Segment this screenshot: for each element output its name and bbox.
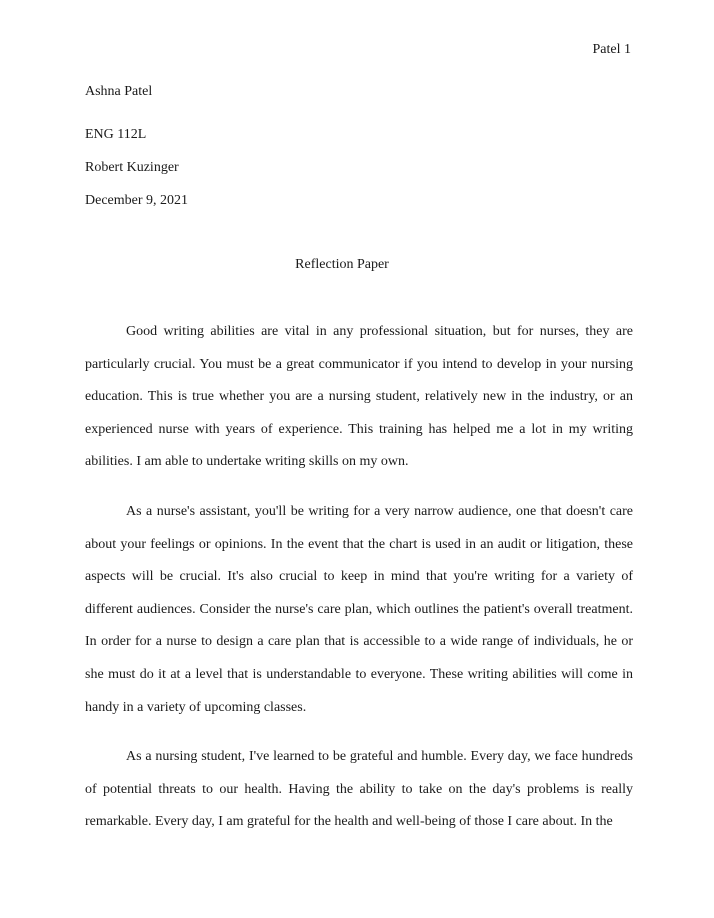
heading-block (85, 82, 633, 211)
paragraph: Good writing abilities are vital in any professional situation, but for nurses, they are particularly crucial. You must be a great communicator if you intend to develop in your nursing education. This is true whether you are a nursing student, relatively new in the industry, or an experienced nurse with years of experience. This training has helped me a lot in my writing abilities. I am able to undertake writing skills on my own. (85, 324, 633, 470)
paragraph: As a nursing student, I've learned to be grateful and humble. Every day, we face hundreds of potential threats to our health. Having the ability to take on the day's problems is really remarkable. Every day, I am grateful for the health and well-being of those I care about. In the (85, 749, 633, 830)
body-text (85, 316, 633, 856)
paper-date: December 9, 2021 (85, 193, 189, 208)
running-head: Patel 1 (592, 42, 631, 57)
paragraph: As a nurse's assistant, you'll be writing for a very narrow audience, one that doesn't care about your feelings or opinions. In the event that the chart is used in an audit or litigation, these aspects will be crucial. It's also crucial to keep in mind that you're writing for a variety of different audiences. Consider the nurse's care plan, which outlines the patient's overall treatment. In order for a nurse to design a care plan that is accessible to a wide range of individuals, he or she must do it at a level that is understandable to everyone. These writing abilities will come in handy in a variety of upcoming classes. (85, 503, 633, 715)
course-name: ENG 112L (85, 127, 147, 142)
paper-title: Reflection Paper (295, 257, 389, 272)
author-name: Ashna Patel (85, 84, 153, 99)
instructor-name: Robert Kuzinger (85, 160, 179, 175)
